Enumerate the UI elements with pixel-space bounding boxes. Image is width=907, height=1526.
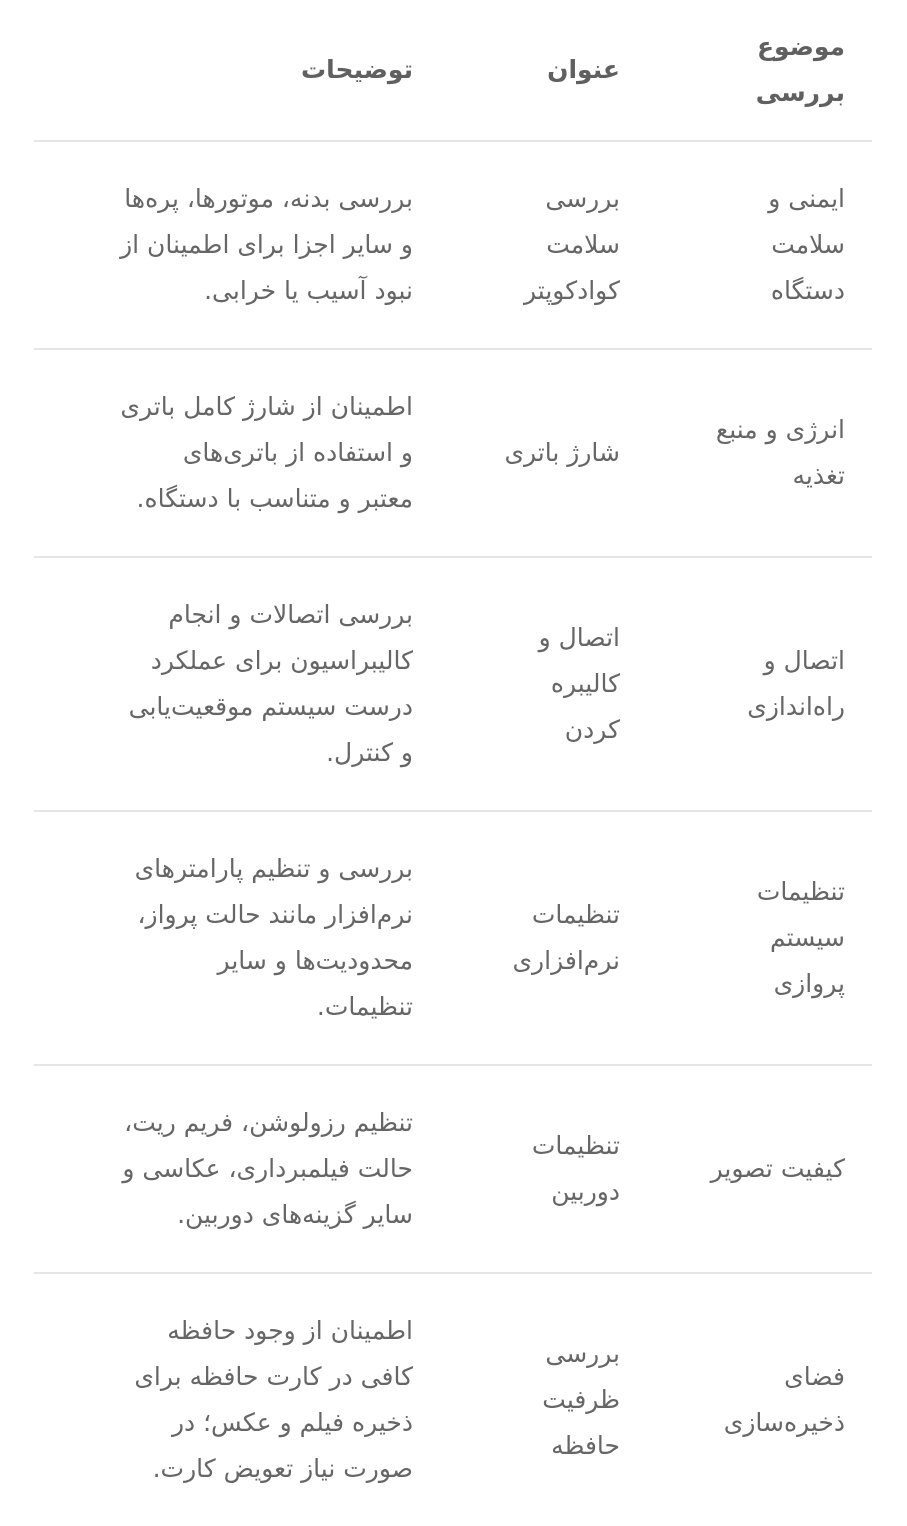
table-row	[34, 557, 872, 811]
cell-description: بررسی بدنه، موتورها، پره‌ها و سایر اجزا برای اطمینان از نبود آسیب یا خرابی.	[120, 184, 413, 305]
cell-description: تنظیم رزولوشن، فریم ریت، حالت فیلمبرداری، عکاسی و سایر گزینه‌های دوربین.	[122, 1108, 413, 1229]
cell-topic: ایمنی و سلامت دستگاه	[768, 184, 845, 305]
header-topic: موضوع بررسی	[755, 32, 845, 107]
checklist-table-container	[34, 0, 872, 1526]
cell-description: اطمینان از وجود حافظه کافی در کارت حافظه برای ذخیره فیلم و عکس؛ در صورت نیاز تعویض کارت.	[134, 1316, 413, 1483]
cell-topic: فضای ذخیره‌سازی	[723, 1362, 845, 1437]
cell-description: بررسی و تنظیم پارامترهای نرم‌افزار مانند حالت پرواز، محدودیت‌ها و سایر تنظیمات.	[134, 854, 413, 1021]
cell-topic: انرژی و منبع تغذیه	[715, 415, 845, 490]
header-description: توضیحات	[301, 55, 413, 84]
cell-description: بررسی اتصالات و انجام کالیبراسیون برای عملکرد درست سیستم موقعیت‌یابی و کنترل.	[128, 600, 413, 767]
table-row	[34, 349, 872, 557]
cell-topic: اتصال و راه‌اندازی	[747, 646, 845, 721]
table-header-row	[34, 0, 872, 141]
header-title: عنوان	[547, 55, 620, 84]
cell-topic: کیفیت تصویر	[710, 1154, 845, 1183]
table-row	[34, 1065, 872, 1273]
cell-topic: تنظیمات سیستم پروازی	[756, 877, 845, 998]
cell-title: اتصال و کالیبره کردن	[538, 623, 620, 744]
checklist-table	[34, 0, 872, 1526]
table-row	[34, 141, 872, 349]
cell-description: اطمینان از شارژ کامل باتری و استفاده از باتری‌های معتبر و متناسب با دستگاه.	[120, 392, 413, 513]
cell-title: شارژ باتری	[504, 438, 620, 467]
cell-title: تنظیمات نرم‌افزاری	[512, 900, 620, 975]
cell-title: بررسی ظرفیت حافظه	[542, 1339, 620, 1460]
table-row	[34, 1273, 872, 1526]
table-row	[34, 811, 872, 1065]
cell-title: تنظیمات دوربین	[531, 1131, 620, 1206]
cell-title: بررسی سلامت کوادکوپتر	[523, 184, 620, 305]
